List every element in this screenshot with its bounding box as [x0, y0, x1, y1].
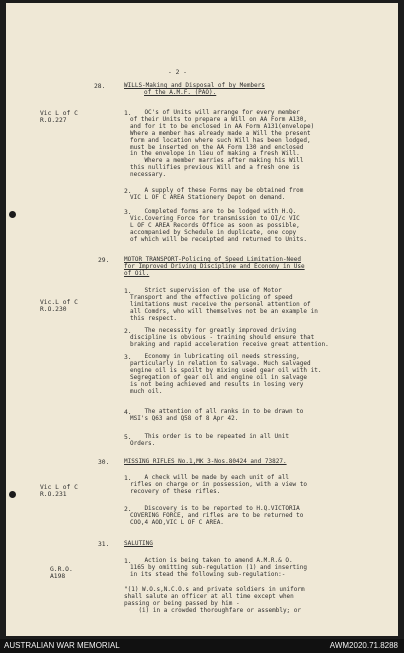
paragraph-number: 1.	[124, 110, 132, 117]
punch-hole	[9, 211, 16, 218]
paragraph-text: Discovery is to be reported to H.Q.VICTORIA COVERING FORCE, and rifles are to be returned to COO,4 AOD,VIC L OF C AREA.	[130, 505, 304, 526]
section-title: of Oil.	[124, 270, 150, 277]
document-page	[6, 3, 398, 636]
paragraph-number: 2.	[124, 328, 132, 335]
section-title: WILLS-Making and Disposal of by Members	[124, 82, 265, 89]
reference-line: G.R.O.	[50, 566, 73, 573]
section-title: SALUTING	[124, 540, 153, 547]
paragraph-number: 5.	[124, 434, 132, 441]
section-title: for Improved Driving Discipline and Economy in Use	[124, 263, 305, 270]
paragraph-text: Economy in lubricating oil needs stressing, particularly in relation to salvage. Much salvaged engine oil is spoilt by mixing used gear oil with it. Segregation of gear oil and engine oil in salvage is not being achieved and results in losing very much oil.	[130, 353, 322, 395]
paragraph-number: 2.	[124, 188, 132, 195]
paragraph-text: A check will be made by each unit of all rifles on charge or in possession, with a view to recovery of these rifles.	[130, 474, 308, 495]
paragraph-text: Completed forms are to be lodged with H.Q. Vic.Covering Force for transmission to OI/c VIC L OF C AREA Records Office as soon as possible, accompanied by Schedule in duplicate, one copy of which will be receipted and returned to Units.	[130, 208, 308, 243]
paragraph-number: 1.	[124, 475, 132, 482]
section-number: 31.	[98, 541, 110, 548]
paragraph-number: 4.	[124, 409, 132, 416]
reference-line: A198	[50, 573, 66, 580]
reference-line: R.O.227	[40, 117, 67, 124]
footer-source: AUSTRALIAN WAR MEMORIAL	[4, 641, 120, 650]
paragraph-text: The attention of all ranks in to be drawn to MSI's Q63 and Q58 of 8 Apr 42.	[130, 408, 304, 422]
reference-line: R.O.231	[40, 491, 67, 498]
quoted-regulation: "(1) W.O.s,N.C.O.s and private soldiers in uniform shall salute an officer at all time except when passing or being passed by him - (i) in a crowded thoroughfare or assembly; or	[124, 586, 305, 614]
footer-accession-number: AWM2020.71.8288	[329, 641, 398, 650]
reference-line: Vic L of C	[40, 484, 78, 491]
paragraph-text: OC's of Units will arrange for every member of their Units to prepare a Will on AA Form A130, and for it to be enclosed in AA Form A131(envelope) Where a member has already made a Will the present form and location where such Will has been lodged, must be inserted on the AA Form 130 and enclosed in the envelope in lieu of making a fresh Will. Where a member marries after making his Will this nullifies previous Will and a fresh one is necessary.	[130, 109, 315, 179]
paragraph-text: This order is to be repeated in all Unit Orders.	[130, 433, 289, 447]
section-title: MOTOR TRANSPORT-Policing of Speed Limitation-Need	[124, 256, 302, 263]
paragraph-number: 3.	[124, 209, 132, 216]
reference-line: Vic L of C	[40, 110, 78, 117]
paragraph-number: 1.	[124, 288, 132, 295]
paragraph-number: 2.	[124, 506, 132, 513]
footer-bar	[0, 639, 404, 653]
reference-line: Vic.L of C	[40, 299, 78, 306]
paragraph-text: Action is being taken to amend A.M.R.& O. 1165 by omitting sub-regulation (1) and inserting in its stead the following sub-regulation:-	[130, 557, 308, 578]
paragraph-number: 3.	[124, 354, 132, 361]
paragraph-text: A supply of these Forms may be obtained from VIC L OF C AREA Stationery Depot on demand.	[130, 187, 304, 201]
section-title: MISSING RIFLES No.1,MK 3-Nos.80424 and 73827.	[124, 458, 287, 465]
section-number: 30.	[98, 459, 110, 466]
reference-line: R.O.230	[40, 306, 67, 313]
section-title: of the A.M.F. (PAO).	[144, 89, 217, 96]
page-number: - 2 -	[168, 69, 187, 76]
section-number: 29.	[98, 257, 110, 264]
section-number: 28.	[94, 83, 106, 90]
punch-hole	[9, 491, 16, 498]
paragraph-text: Strict supervision of the use of Motor Transport and the effective policing of speed limitations must receive the personal attention of all Comdrs, who will themselves not be an example in this respect.	[130, 287, 318, 322]
paragraph-number: 1.	[124, 558, 132, 565]
paragraph-text: The necessity for greatly improved driving discipline is obvious - training should ensure that braking and rapid acceleration receive great attention.	[130, 327, 329, 348]
